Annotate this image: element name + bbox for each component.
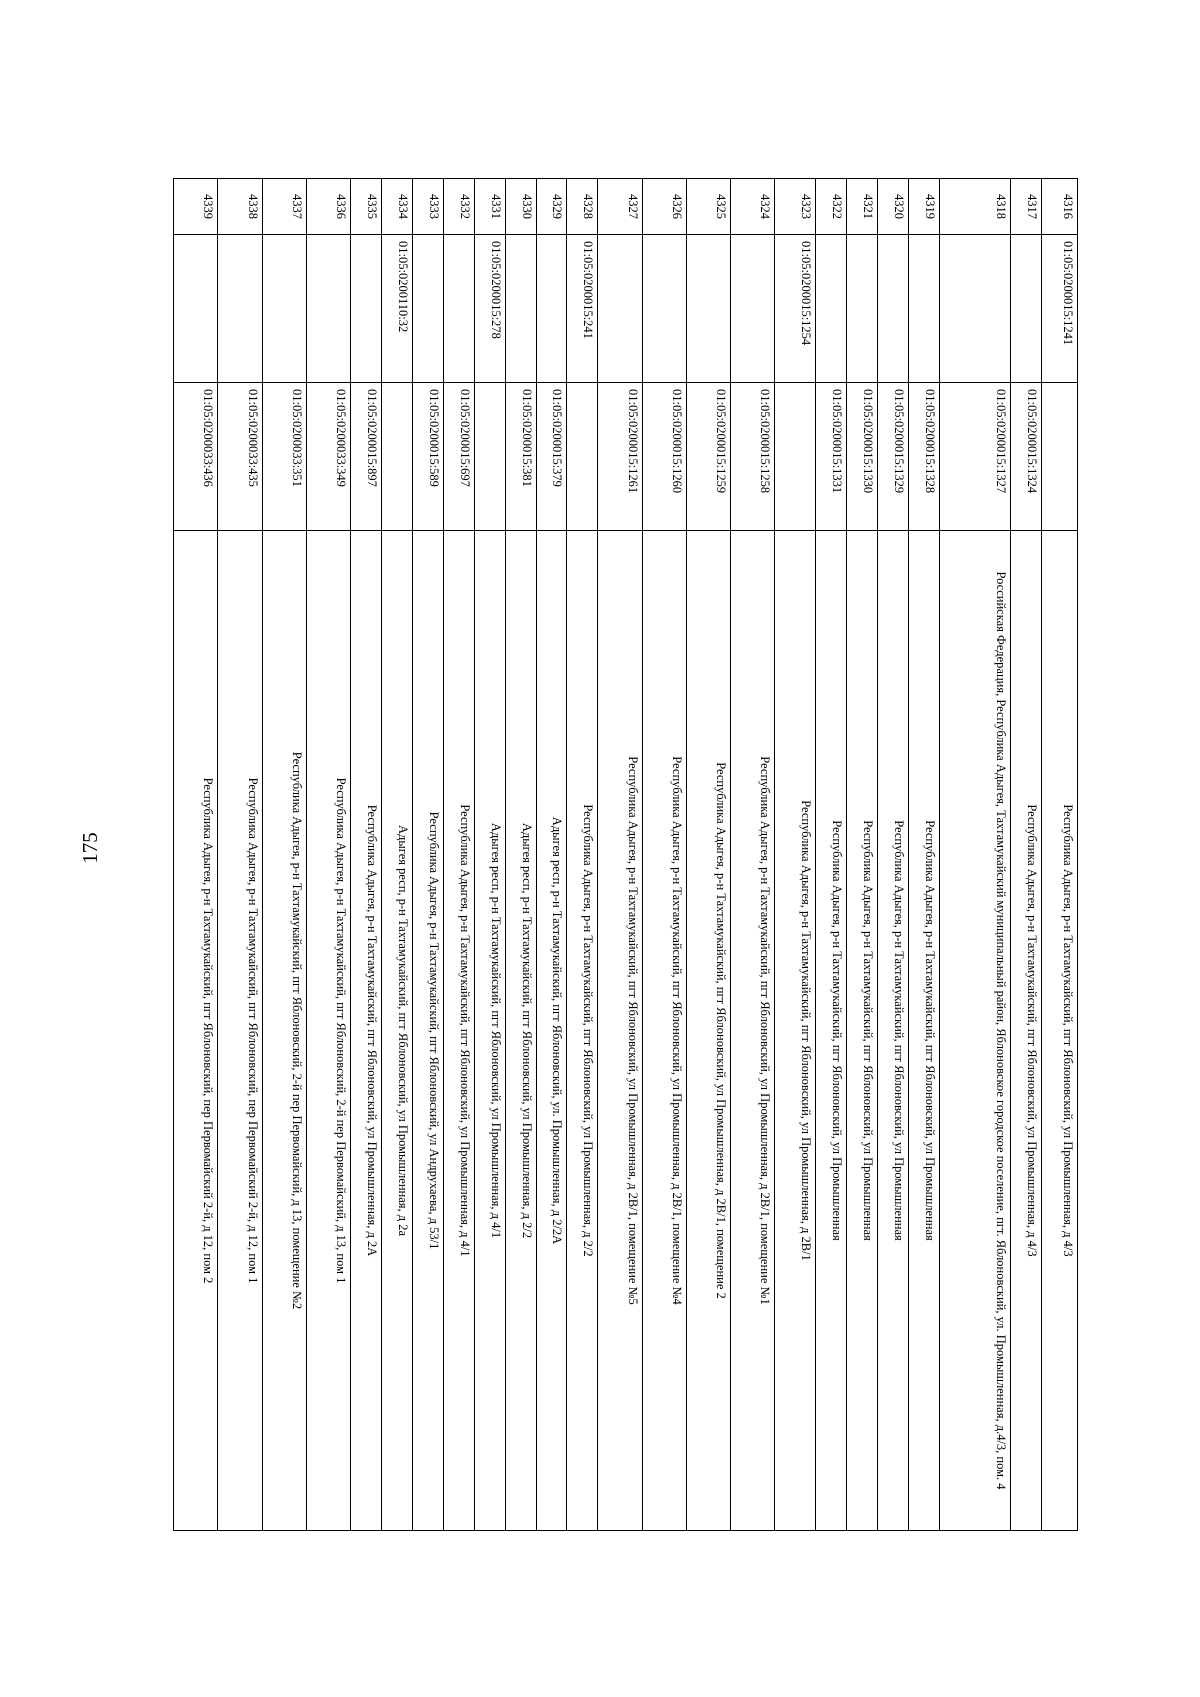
cadastral-number-cell (262, 235, 306, 383)
address-cell: Республика Адыгея, р-н Тахтамукайский, пгт Яблоновский, ул Промышленная, д 4/3 (1010, 531, 1041, 1531)
row-number-cell: 4339 (174, 179, 218, 235)
related-cadastral-number-cell: 01:05:0200015:697 (443, 383, 474, 531)
row-number-cell: 4321 (847, 179, 878, 235)
related-cadastral-number-cell (474, 383, 505, 531)
table-row (474, 179, 505, 1531)
table-row (878, 179, 909, 1531)
row-number-cell: 4330 (505, 179, 536, 235)
row-number-cell: 4335 (350, 179, 381, 235)
row-number-cell: 4322 (816, 179, 847, 235)
cadastral-number-cell (686, 235, 730, 383)
related-cadastral-number-cell: 01:05:0200015:1331 (816, 383, 847, 531)
page-number: 175 (78, 832, 102, 864)
related-cadastral-number-cell: 01:05:0200015:589 (412, 383, 443, 531)
related-cadastral-number-cell: 01:05:0200015:381 (505, 383, 536, 531)
related-cadastral-number-cell: 01:05:0200015:1324 (1010, 383, 1041, 531)
table-row (306, 179, 350, 1531)
row-number-cell: 4319 (908, 179, 939, 235)
row-number-cell: 4316 (1041, 179, 1077, 235)
table-row (731, 179, 775, 1531)
table-row (350, 179, 381, 1531)
related-cadastral-number-cell (775, 383, 816, 531)
address-cell: Адыгея респ, р-н Тахтамукайский, пгт Яблоновский, ул Промышленная, д 2а (381, 531, 412, 1531)
table-row (262, 179, 306, 1531)
related-cadastral-number-cell (381, 383, 412, 531)
table-row (847, 179, 878, 1531)
related-cadastral-number-cell: 01:05:0200015:1259 (686, 383, 730, 531)
row-number-cell: 4336 (306, 179, 350, 235)
row-number-cell: 4325 (686, 179, 730, 235)
row-number-cell: 4320 (878, 179, 909, 235)
address-cell: Республика Адыгея, р-н Тахтамукайский, пгт Яблоновский, ул Промышленная, д 2В/1, помещение 2 (686, 531, 730, 1531)
row-number-cell: 4317 (1010, 179, 1041, 235)
row-number-cell: 4332 (443, 179, 474, 235)
address-cell: Республика Адыгея, р-н Тахтамукайский, пгт Яблоновский, ул Промышленная, д 4/3 (1041, 531, 1077, 1531)
cadastral-number-cell: 01:05:0200110:32 (381, 235, 412, 383)
address-cell: Адыгея респ, р-н Тахтамукайский, пгт Яблоновский, ул Промышленная, д 4/1 (474, 531, 505, 1531)
cadastral-number-cell (505, 235, 536, 383)
table-row (174, 179, 218, 1531)
table-row (567, 179, 598, 1531)
address-cell: Республика Адыгея, р-н Тахтамукайский, пгт Яблоновский, ул Промышленная, д 2/2 (567, 531, 598, 1531)
related-cadastral-number-cell: 01:05:0200015:1328 (908, 383, 939, 531)
cadastral-number-cell (878, 235, 909, 383)
cadastral-number-cell (350, 235, 381, 383)
address-cell: Республика Адыгея, р-н Тахтамукайский, пгт Яблоновский, ул Промышленная (847, 531, 878, 1531)
cadastral-number-cell (1010, 235, 1041, 383)
address-cell: Республика Адыгея, р-н Тахтамукайский, пгт Яблоновский, ул Промышленная, д 2В/1 (775, 531, 816, 1531)
address-cell: Республика Адыгея, р-н Тахтамукайский, пгт Яблоновский, ул Промышленная, д 4/1 (443, 531, 474, 1531)
table-row (381, 179, 412, 1531)
registry-table (173, 178, 1078, 1531)
address-cell: Республика Адыгея, р-н Тахтамукайский, пгт Яблоновский, 2-й пер Первомайский, д 13, помещение №2 (262, 531, 306, 1531)
table-row (775, 179, 816, 1531)
row-number-cell: 4324 (731, 179, 775, 235)
table-row (686, 179, 730, 1531)
row-number-cell: 4323 (775, 179, 816, 235)
table-row (1010, 179, 1041, 1531)
address-cell: Адыгея респ, р-н Тахтамукайский, пгт Яблоновский, ул Промышленная, д 2/2 (505, 531, 536, 1531)
address-cell: Российская Федерация, Республика Адыгея, Тахтамукайский муниципальный район, Яблоновское городское поселение, пгт. Яблоновский, ул. Промышленная, д.4/3, пом. 4 (939, 531, 1010, 1531)
cadastral-number-cell: 01:05:0200015:278 (474, 235, 505, 383)
row-number-cell: 4326 (642, 179, 686, 235)
cadastral-number-cell (847, 235, 878, 383)
address-cell: Республика Адыгея, р-н Тахтамукайский, пгт Яблоновский, ул Промышленная, д 2В/1, помещение №4 (642, 531, 686, 1531)
related-cadastral-number-cell: 01:05:0200015:379 (536, 383, 567, 531)
address-cell: Республика Адыгея, р-н Тахтамукайский, пгт Яблоновский, 2-й пер Первомайский, д 13, пом 1 (306, 531, 350, 1531)
cadastral-number-cell (642, 235, 686, 383)
address-cell: Республика Адыгея, р-н Тахтамукайский, пгт Яблоновский, ул Промышленная (878, 531, 909, 1531)
cadastral-number-cell (908, 235, 939, 383)
related-cadastral-number-cell: 01:05:0200015:1327 (939, 383, 1010, 531)
related-cadastral-number-cell: 01:05:0200015:1330 (847, 383, 878, 531)
address-cell: Республика Адыгея, р-н Тахтамукайский, пгт Яблоновский, ул Промышленная (908, 531, 939, 1531)
cadastral-number-cell: 01:05:0200015:1254 (775, 235, 816, 383)
cadastral-number-cell (412, 235, 443, 383)
related-cadastral-number-cell: 01:05:0200015:1261 (598, 383, 642, 531)
table-row (412, 179, 443, 1531)
address-cell: Республика Адыгея, р-н Тахтамукайский, пгт Яблоновский, ул Промышленная, д 2А (350, 531, 381, 1531)
row-number-cell: 4318 (939, 179, 1010, 235)
cadastral-number-cell (306, 235, 350, 383)
related-cadastral-number-cell: 01:05:0200015:1329 (878, 383, 909, 531)
row-number-cell: 4334 (381, 179, 412, 235)
table-row (505, 179, 536, 1531)
cadastral-number-cell (218, 235, 262, 383)
table-row (598, 179, 642, 1531)
related-cadastral-number-cell: 01:05:0200033:349 (306, 383, 350, 531)
row-number-cell: 4338 (218, 179, 262, 235)
related-cadastral-number-cell: 01:05:0200015:897 (350, 383, 381, 531)
cadastral-number-cell (443, 235, 474, 383)
related-cadastral-number-cell: 01:05:0200033:436 (174, 383, 218, 531)
row-number-cell: 4333 (412, 179, 443, 235)
row-number-cell: 4328 (567, 179, 598, 235)
cadastral-number-cell (536, 235, 567, 383)
address-cell: Республика Адыгея, р-н Тахтамукайский, пгт Яблоновский, ул Промышленная (816, 531, 847, 1531)
registry-table-body (174, 179, 1078, 1531)
table-row (939, 179, 1010, 1531)
address-cell: Республика Адыгея, р-н Тахтамукайский, пгт Яблоновский, пер Первомайский 2-й, д 12, пом 1 (218, 531, 262, 1531)
related-cadastral-number-cell: 01:05:0200033:351 (262, 383, 306, 531)
row-number-cell: 4327 (598, 179, 642, 235)
table-row (908, 179, 939, 1531)
cadastral-number-cell (939, 235, 1010, 383)
registry-table-container (173, 178, 1078, 1530)
related-cadastral-number-cell (1041, 383, 1077, 531)
cadastral-number-cell (174, 235, 218, 383)
related-cadastral-number-cell: 01:05:0200015:1258 (731, 383, 775, 531)
address-cell: Республика Адыгея, р-н Тахтамукайский, пгт Яблоновский, пер Первомайский 2-й, д 12, пом 2 (174, 531, 218, 1531)
row-number-cell: 4329 (536, 179, 567, 235)
table-row (536, 179, 567, 1531)
table-row (816, 179, 847, 1531)
cadastral-number-cell: 01:05:0200015:1241 (1041, 235, 1077, 383)
address-cell: Республика Адыгея, р-н Тахтамукайский, пгт Яблоновский, ул Промышленная, д 2В/1, помещение №5 (598, 531, 642, 1531)
cadastral-number-cell (598, 235, 642, 383)
address-cell: Республика Адыгея, р-н Тахтамукайский, пгт Яблоновский, ул Промышленная, д 2В/1, помещение №1 (731, 531, 775, 1531)
cadastral-number-cell (731, 235, 775, 383)
table-row (443, 179, 474, 1531)
related-cadastral-number-cell: 01:05:0200033:435 (218, 383, 262, 531)
table-row (1041, 179, 1077, 1531)
row-number-cell: 4337 (262, 179, 306, 235)
related-cadastral-number-cell: 01:05:0200015:1260 (642, 383, 686, 531)
cadastral-number-cell (816, 235, 847, 383)
table-row (642, 179, 686, 1531)
table-row (218, 179, 262, 1531)
row-number-cell: 4331 (474, 179, 505, 235)
address-cell: Республика Адыгея, р-н Тахтамукайский, пгт Яблоновский, ул Андрухаева, д 53/1 (412, 531, 443, 1531)
address-cell: Адыгея респ, р-н Тахтамукайский, пгт Яблоновский, ул. Промышленная, д 2/2А (536, 531, 567, 1531)
related-cadastral-number-cell (567, 383, 598, 531)
cadastral-number-cell: 01:05:0200015:241 (567, 235, 598, 383)
